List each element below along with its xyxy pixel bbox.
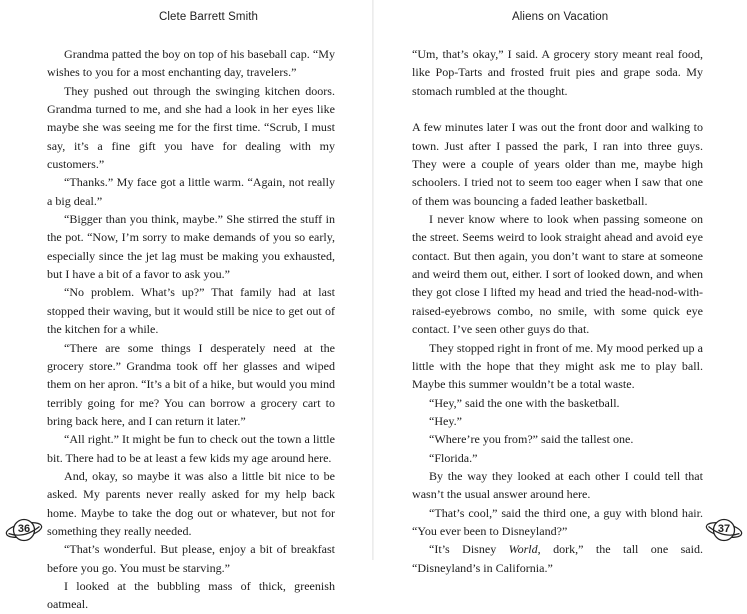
page-number-badge-left xyxy=(4,516,44,544)
paragraph: “All right.” It might be fun to check out the town a little bit. There had to be at least a few kids my age around here. xyxy=(47,432,335,465)
page-number: 36 xyxy=(17,523,31,535)
paragraph: “Florida.” xyxy=(429,450,478,465)
paragraph: “Where’re you from?” said the tallest one. xyxy=(429,432,634,447)
page-number: 37 xyxy=(717,523,731,535)
paragraph: I never know where to look when passing someone on the street. Seems weird to look straight ahead and avoid eye contact. But then again, you don’t want to stare at someone and weird them out, either. I sort of looked down, and when they got close I lifted my head and tried the head-nod-with-raised-eyebrows combo, no smile, with some quick eye contact. I’ve seen other guys do that. xyxy=(412,212,703,337)
paragraph: A few minutes later I was out the front door and walking to town. Just after I passed the park, I ran into three guys. They were a couple of years older than me, maybe high schoolers. I tried not to seem too eager when I saw that one of them was bouncing a faded leather basketball. xyxy=(412,120,703,208)
running-head-author: Clete Barrett Smith xyxy=(159,11,259,23)
emphasis-text: World xyxy=(508,542,538,557)
paragraph: By the way they looked at each other I could tell that wasn’t the usual answer around here. xyxy=(412,468,703,502)
paragraph: “Thanks.” My face got a little warm. “Again, not really a big deal.” xyxy=(47,175,335,208)
right-page-body xyxy=(412,45,703,577)
paragraph-last xyxy=(412,540,703,577)
left-page xyxy=(0,0,373,612)
paragraph: “Bigger than you think, maybe.” She stirred the stuff in the pot. “Now, I’m sorry to make demands of you so early, especially since the jet lag must be making you exhausted, but I have a bit of a favor to ask you.” xyxy=(47,212,335,282)
paragraph: I looked at the bubbling mass of thick, greenish oatmeal. xyxy=(47,578,335,612)
paragraph: “Hey.” xyxy=(429,413,462,428)
paragraph: They pushed out through the swinging kitchen doors. Grandma turned to me, and she had a look in her eyes like maybe she was seeing me for the first time. “Scrub, I must say, it’s a fine gift you have for dealing with my customers.” xyxy=(47,83,335,172)
paragraph: “There are some things I desperately need at the grocery store.” Grandma took off her glasses and wiped them on her apron. “It’s a bit of a hike, but would you mind terribly going for me? You can borrow a grocery cart to bring back here, and I can return it later.” xyxy=(47,340,335,428)
right-page xyxy=(374,0,747,575)
text-run: , dork,” the tall one said. “Disneyland’s in California.” xyxy=(412,542,703,575)
text-run: “It’s Disney xyxy=(429,542,509,557)
left-page-body xyxy=(47,45,335,614)
running-head-title: Aliens on Vacation xyxy=(512,11,609,23)
paragraph: “That’s cool,” said the third one, a guy with blond hair. “You ever been to Disneyland?” xyxy=(412,505,703,538)
page-number-badge-right xyxy=(704,516,744,544)
paragraph: “No problem. What’s up?” That family had at last stopped their waving, but it would still be nice to get out of the kitchen for a while. xyxy=(47,285,335,337)
paragraph: “That’s wonderful. But please, enjoy a bit of breakfast before you go. You must be starving.” xyxy=(47,542,335,575)
paragraph: They stopped right in front of me. My mood perked up a little with the hope that they might ask me to play ball. Maybe this summer wouldn’t be a total waste. xyxy=(412,340,703,392)
paragraph: And, okay, so maybe it was also a little bit nice to be asked. My parents never really asked for my help back home. Maybe to take the dog out or whatever, but not for something they really needed. xyxy=(47,468,335,538)
section-break xyxy=(412,100,703,118)
paragraph: Grandma patted the boy on top of his baseball cap. “My wishes to you for a most enchanting day, travelers.” xyxy=(47,47,335,80)
paragraph: “Um, that’s okay,” I said. A grocery story meant real food, like Pop-Tarts and frosted fruit pies and grape soda. My stomach rumbled at the thought. xyxy=(412,47,703,98)
paragraph: “Hey,” said the one with the basketball. xyxy=(429,395,620,410)
